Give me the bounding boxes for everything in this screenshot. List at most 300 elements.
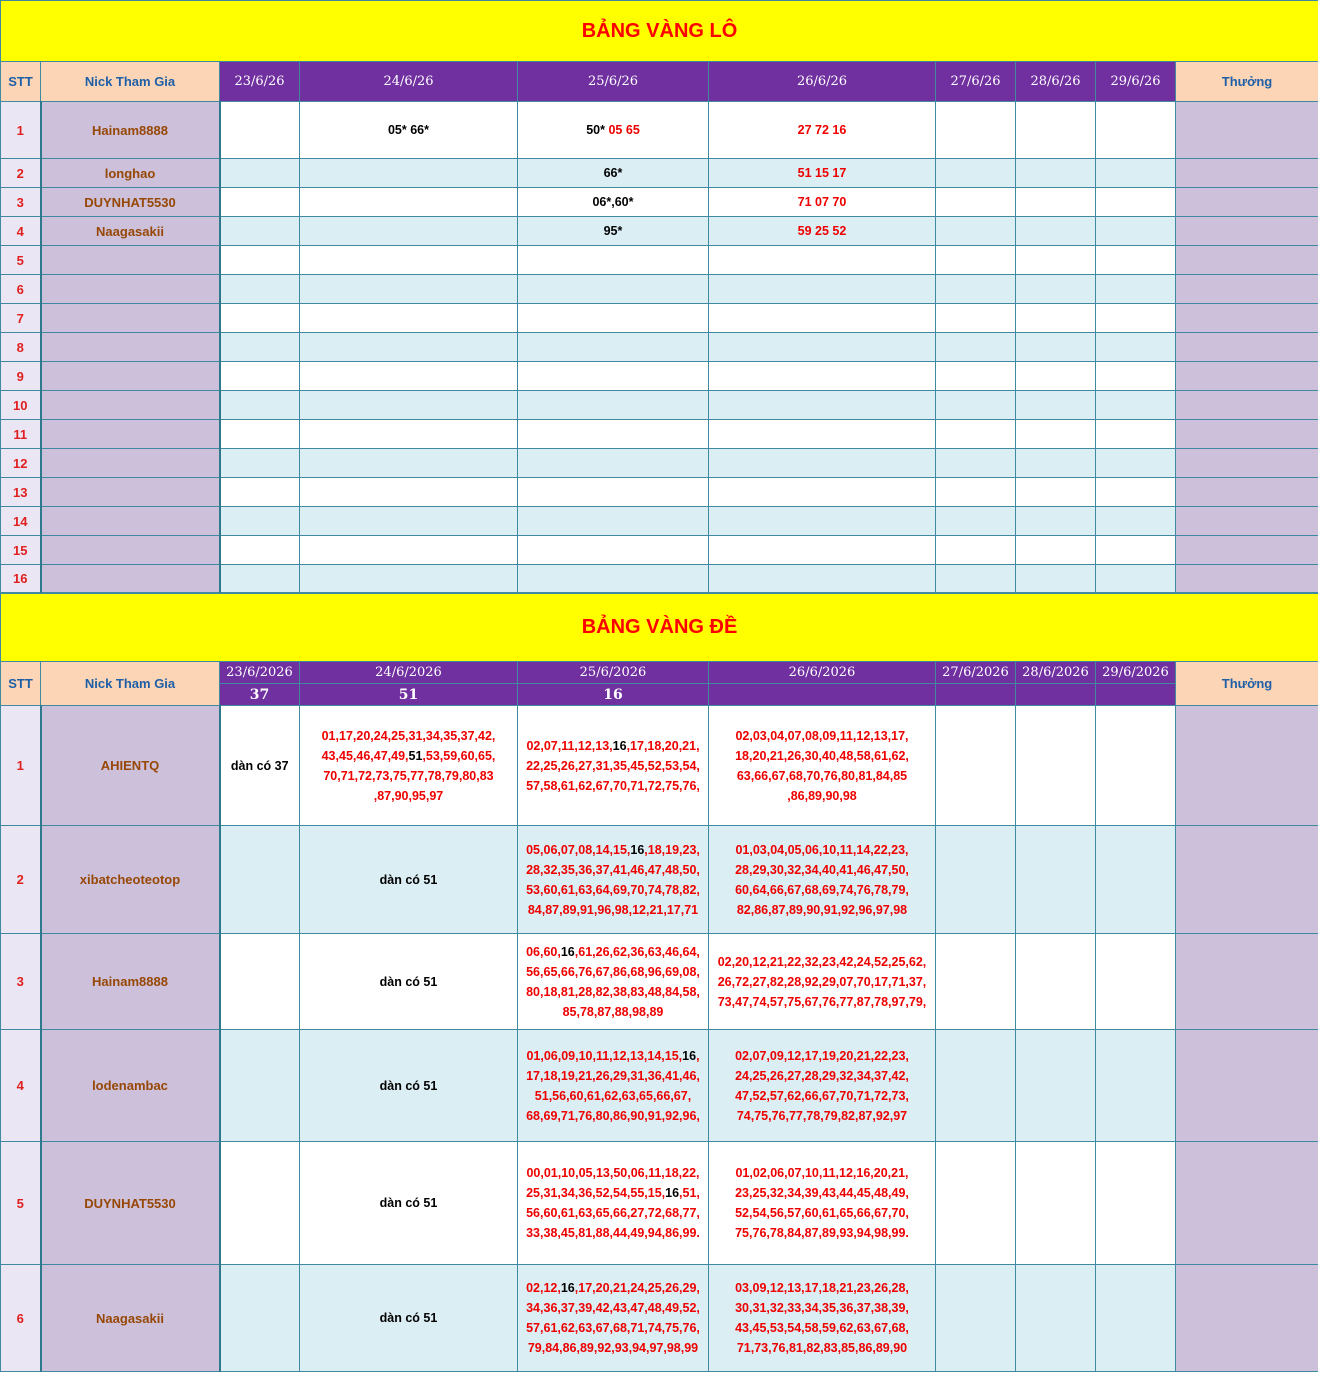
cell-text: 01,17,20,24,25,31,34,35,37,42, 43,45,46,47,49, [321, 728, 496, 763]
nick-name [41, 304, 220, 333]
day-cell [1016, 478, 1096, 507]
day-cell [1096, 565, 1176, 593]
cell-text: ,18,19,23, 28,32,35,36,37,41,46,47,48,50, 53,60,61,63,64,69,70,74,78,82, 84,87,89,91,96,98,12,21,17,71 [526, 842, 700, 917]
day-cell [936, 304, 1016, 333]
table-row [1, 826, 1318, 934]
row-number: 11 [1, 420, 41, 449]
lo-header-date: 29/6/26 [1096, 62, 1176, 102]
cell-text: 05* 66* [387, 123, 429, 137]
day-cell [709, 536, 936, 565]
reward-cell [1176, 449, 1318, 478]
day-cell [220, 934, 300, 1030]
lo-table [0, 0, 1318, 593]
de-result [1016, 684, 1096, 706]
row-number: 1 [1, 102, 41, 159]
cell-text: 02,07,11,12,13, [526, 738, 613, 753]
day-cell [1016, 391, 1096, 420]
day-cell [300, 826, 518, 934]
day-cell [1096, 934, 1176, 1030]
day-cell [518, 507, 709, 536]
day-cell [709, 826, 936, 934]
reward-cell [1176, 391, 1318, 420]
cell-text: 05,06,07,08,14,15, [526, 842, 631, 857]
day-cell [936, 1265, 1016, 1372]
day-cell [300, 934, 518, 1030]
cell-text: 16 [630, 842, 645, 857]
day-cell [518, 1030, 709, 1142]
reward-cell [1176, 217, 1318, 246]
cell-text: 16 [612, 738, 627, 753]
day-cell [1096, 449, 1176, 478]
reward-cell [1176, 304, 1318, 333]
nick-name [41, 362, 220, 391]
day-cell [1016, 275, 1096, 304]
day-cell [518, 333, 709, 362]
day-cell [518, 159, 709, 188]
day-cell [1096, 217, 1176, 246]
row-number: 12 [1, 449, 41, 478]
day-cell [1016, 536, 1096, 565]
lo-header-thuong: Thưởng [1176, 62, 1318, 102]
reward-cell [1176, 275, 1318, 304]
day-cell [1096, 159, 1176, 188]
reward-cell [1176, 1030, 1318, 1142]
cell-text: 16 [560, 1281, 575, 1295]
cell-text: ,51, 56,60,61,63,65,66,27,72,68,77, 33,38,45,81,88,44,49,94,86,99. [526, 1186, 700, 1240]
day-cell [1016, 362, 1096, 391]
reward-cell [1176, 565, 1318, 593]
nick-name [41, 420, 220, 449]
day-cell [220, 304, 300, 333]
nick-name: longhao [41, 159, 220, 188]
day-cell [300, 362, 518, 391]
nick-name: xibatcheoteotop [41, 826, 220, 934]
reward-cell [1176, 826, 1318, 934]
day-cell [936, 420, 1016, 449]
table-row [1, 246, 1318, 275]
day-cell [1016, 159, 1096, 188]
table-row [1, 706, 1318, 826]
de-header-date: 24/6/2026 [300, 662, 518, 684]
reward-cell [1176, 478, 1318, 507]
lo-title: BẢNG VÀNG LÔ [1, 1, 1318, 62]
day-cell [300, 304, 518, 333]
cell-text: 00,01,10,05,13,50,06,11,18,22, 25,31,34,36,52,54,55,15, [526, 1166, 700, 1200]
day-cell [518, 536, 709, 565]
day-cell [518, 362, 709, 391]
day-cell [220, 362, 300, 391]
row-number: 5 [1, 1142, 41, 1265]
de-header-date: 29/6/2026 [1096, 662, 1176, 684]
day-cell [518, 217, 709, 246]
day-cell [1096, 1265, 1176, 1372]
day-cell [518, 275, 709, 304]
day-cell [220, 565, 300, 593]
day-cell [300, 507, 518, 536]
reward-cell [1176, 362, 1318, 391]
day-cell [518, 420, 709, 449]
day-cell [709, 449, 936, 478]
lo-header-date: 23/6/26 [220, 62, 300, 102]
day-cell [220, 159, 300, 188]
day-cell [936, 706, 1016, 826]
cell-text: 01,02,06,07,10,11,12,16,20,21, 23,25,32,34,39,43,44,45,48,49, 52,54,56,57,60,61,65,66,67,70, 75,76,78,84,87,89,93,94,98,99. [735, 1166, 909, 1240]
de-result: 51 [300, 684, 518, 706]
day-cell [1096, 188, 1176, 217]
reward-cell [1176, 159, 1318, 188]
cell-text: 02,07,09,12,17,19,20,21,22,23, 24,25,26,27,28,29,32,34,37,42, 47,52,57,62,66,67,70,71,72,73, 74,75,76,77,78,79,82,87,92,97 [735, 1048, 909, 1123]
day-cell [300, 565, 518, 593]
reward-cell [1176, 706, 1318, 826]
day-cell [1016, 1265, 1096, 1372]
day-cell [936, 188, 1016, 217]
day-cell [936, 536, 1016, 565]
day-cell [709, 362, 936, 391]
cell-text: 02,20,12,21,22,32,23,42,24,52,25,62, 26,72,27,82,28,92,29,07,70,17,71,37, 73,47,74,57,75,67,76,77,87,78,97,79, [717, 954, 927, 1009]
de-header-date: 26/6/2026 [709, 662, 936, 684]
day-cell [1016, 246, 1096, 275]
de-result [1096, 684, 1176, 706]
day-cell [518, 565, 709, 593]
day-cell [300, 449, 518, 478]
de-header-date: 27/6/2026 [936, 662, 1016, 684]
cell-text: 51 15 17 [797, 166, 847, 180]
day-cell [518, 102, 709, 159]
table-row [1, 1030, 1318, 1142]
cell-text: 95* [603, 224, 623, 238]
de-header-date: 25/6/2026 [518, 662, 709, 684]
table-row [1, 188, 1318, 217]
nick-name: Hainam8888 [41, 934, 220, 1030]
day-cell [936, 333, 1016, 362]
day-cell [300, 333, 518, 362]
day-cell [1096, 706, 1176, 826]
cell-text: 16 [560, 944, 575, 959]
lo-header-date: 24/6/26 [300, 62, 518, 102]
day-cell [1096, 507, 1176, 536]
day-cell [1016, 565, 1096, 593]
day-cell [518, 391, 709, 420]
day-cell [1096, 246, 1176, 275]
cell-text: 01,06,09,10,11,12,13,14,15, [526, 1048, 683, 1063]
cell-text: 01,03,04,05,06,10,11,14,22,23, 28,29,30,32,34,40,41,46,47,50, 60,64,66,67,68,69,74,76,78,79, 82,86,87,89,90,91,92,96,97,98 [735, 842, 909, 917]
row-number: 6 [1, 275, 41, 304]
day-cell [518, 706, 709, 826]
day-cell [1016, 1142, 1096, 1265]
day-cell [518, 478, 709, 507]
reward-cell [1176, 1265, 1318, 1372]
day-cell [220, 1142, 300, 1265]
reward-cell [1176, 246, 1318, 275]
cell-text: 05 65 [608, 123, 640, 137]
reward-cell [1176, 507, 1318, 536]
reward-cell [1176, 934, 1318, 1030]
day-cell [1016, 934, 1096, 1030]
cell-text: 27 72 16 [797, 123, 847, 137]
day-cell [1096, 1142, 1176, 1265]
day-cell [220, 449, 300, 478]
row-number: 14 [1, 507, 41, 536]
day-cell [709, 304, 936, 333]
day-cell [220, 275, 300, 304]
row-number: 3 [1, 934, 41, 1030]
day-cell [1096, 333, 1176, 362]
day-cell [220, 217, 300, 246]
cell-text: ,53,59,60,65, 70,71,72,73,75,77,78,79,80,83 ,87,90,95,97 [323, 748, 496, 803]
day-cell [1096, 536, 1176, 565]
nick-name [41, 536, 220, 565]
day-cell [1016, 449, 1096, 478]
nick-name: Naagasakii [41, 1265, 220, 1372]
de-title: BẢNG VÀNG ĐỀ [1, 594, 1318, 662]
de-result: 37 [220, 684, 300, 706]
day-cell [300, 188, 518, 217]
table-row [1, 449, 1318, 478]
day-cell [220, 246, 300, 275]
day-cell [300, 1265, 518, 1372]
cell-text: ,17,20,21,24,25,26,29, 34,36,37,39,42,43,47,48,49,52, 57,61,62,63,67,68,71,74,75,76, 79,84,86,89,92,93,94,97,98,99 [526, 1281, 700, 1355]
day-cell [1016, 1030, 1096, 1142]
day-cell [936, 934, 1016, 1030]
day-cell [1096, 1030, 1176, 1142]
day-cell [709, 1030, 936, 1142]
day-cell [936, 275, 1016, 304]
day-cell [936, 449, 1016, 478]
day-cell [709, 507, 936, 536]
day-cell [1016, 188, 1096, 217]
day-cell [220, 826, 300, 934]
day-cell [709, 420, 936, 449]
day-cell [709, 934, 936, 1030]
day-cell [936, 1142, 1016, 1265]
de-table [0, 593, 1318, 1372]
table-row [1, 420, 1318, 449]
de-header-nick: Nick Tham Gia [41, 662, 220, 706]
row-number: 7 [1, 304, 41, 333]
row-number: 1 [1, 706, 41, 826]
day-cell [220, 507, 300, 536]
day-cell [1096, 362, 1176, 391]
day-cell [300, 246, 518, 275]
day-cell [220, 1030, 300, 1142]
day-cell [300, 102, 518, 159]
day-cell [300, 275, 518, 304]
day-cell [1016, 333, 1096, 362]
cell-text: 59 25 52 [797, 224, 847, 238]
table-row [1, 536, 1318, 565]
cell-text: dàn có 51 [379, 1078, 438, 1093]
row-number: 13 [1, 478, 41, 507]
day-cell [1096, 102, 1176, 159]
day-cell [300, 1030, 518, 1142]
table-row [1, 102, 1318, 159]
day-cell [220, 420, 300, 449]
day-cell [709, 478, 936, 507]
day-cell [220, 333, 300, 362]
day-cell [936, 217, 1016, 246]
day-cell [936, 1030, 1016, 1142]
lo-header-date: 26/6/26 [709, 62, 936, 102]
day-cell [300, 536, 518, 565]
day-cell [709, 1265, 936, 1372]
cell-text: 03,09,12,13,17,18,21,23,26,28, 30,31,32,33,34,35,36,37,38,39, 43,45,53,54,58,59,62,63,67,68, 71,73,76,81,82,83,85,86,89,90 [735, 1281, 909, 1355]
cell-text: , 17,18,19,21,26,29,31,36,41,46, 51,56,60,61,62,63,65,66,67, 68,69,71,76,80,86,90,91,92,96, [526, 1048, 700, 1123]
row-number: 15 [1, 536, 41, 565]
day-cell [518, 246, 709, 275]
day-cell [518, 188, 709, 217]
table-row [1, 391, 1318, 420]
cell-text: dàn có 51 [379, 872, 438, 887]
reward-cell [1176, 536, 1318, 565]
de-header-thuong: Thưởng [1176, 662, 1318, 706]
day-cell [1096, 420, 1176, 449]
row-number: 16 [1, 565, 41, 593]
day-cell [220, 536, 300, 565]
day-cell [1016, 102, 1096, 159]
day-cell [1096, 275, 1176, 304]
reward-cell [1176, 333, 1318, 362]
day-cell [709, 1142, 936, 1265]
day-cell [1096, 391, 1176, 420]
nick-name: AHIENTQ [41, 706, 220, 826]
day-cell [518, 1142, 709, 1265]
cell-text: 06,60, [526, 944, 561, 959]
day-cell [936, 246, 1016, 275]
day-cell [709, 102, 936, 159]
day-cell [220, 706, 300, 826]
nick-name [41, 246, 220, 275]
cell-text: 71 07 70 [797, 195, 847, 209]
day-cell [1016, 420, 1096, 449]
day-cell [936, 565, 1016, 593]
reward-cell [1176, 102, 1318, 159]
cell-text: 51 [408, 748, 423, 763]
lo-header-stt: STT [1, 62, 41, 102]
cell-text: ,17,18,20,21, 22,25,26,27,31,35,45,52,53,54, 57,58,61,62,67,70,71,72,75,76, [526, 738, 700, 793]
day-cell [220, 188, 300, 217]
nick-name: Naagasakii [41, 217, 220, 246]
table-row [1, 217, 1318, 246]
nick-name: Hainam8888 [41, 102, 220, 159]
day-cell [1096, 478, 1176, 507]
day-cell [1096, 826, 1176, 934]
day-cell [220, 391, 300, 420]
reward-cell [1176, 1142, 1318, 1265]
table-row [1, 478, 1318, 507]
table-row [1, 159, 1318, 188]
day-cell [300, 706, 518, 826]
day-cell [1016, 304, 1096, 333]
table-row [1, 304, 1318, 333]
nick-name [41, 565, 220, 593]
day-cell [936, 391, 1016, 420]
row-number: 2 [1, 159, 41, 188]
day-cell [300, 420, 518, 449]
nick-name [41, 449, 220, 478]
row-number: 9 [1, 362, 41, 391]
nick-name: lodenambac [41, 1030, 220, 1142]
row-number: 3 [1, 188, 41, 217]
lo-header-nick: Nick Tham Gia [41, 62, 220, 102]
day-cell [518, 1265, 709, 1372]
day-cell [300, 159, 518, 188]
de-result: 16 [518, 684, 709, 706]
row-number: 6 [1, 1265, 41, 1372]
table-row [1, 1142, 1318, 1265]
lo-header-date: 27/6/26 [936, 62, 1016, 102]
cell-text: 06*,60* [592, 195, 634, 209]
de-header-date: 23/6/2026 [220, 662, 300, 684]
day-cell [1016, 507, 1096, 536]
cell-text: dàn có 51 [379, 1196, 438, 1210]
day-cell [220, 478, 300, 507]
day-cell [936, 478, 1016, 507]
lo-header-date: 28/6/26 [1016, 62, 1096, 102]
day-cell [709, 246, 936, 275]
table-row [1, 507, 1318, 536]
day-cell [300, 478, 518, 507]
cell-text: 50* [586, 123, 609, 137]
day-cell [936, 507, 1016, 536]
day-cell [220, 1265, 300, 1372]
day-cell [709, 275, 936, 304]
cell-text: dàn có 51 [379, 974, 438, 989]
day-cell [220, 102, 300, 159]
table-row [1, 1265, 1318, 1372]
de-result [709, 684, 936, 706]
cell-text: 16 [682, 1048, 697, 1063]
day-cell [518, 449, 709, 478]
nick-name [41, 478, 220, 507]
nick-name: DUYNHAT5530 [41, 1142, 220, 1265]
day-cell [300, 217, 518, 246]
day-cell [1016, 826, 1096, 934]
day-cell [936, 159, 1016, 188]
table-row [1, 934, 1318, 1030]
day-cell [1016, 217, 1096, 246]
day-cell [936, 826, 1016, 934]
day-cell [300, 391, 518, 420]
cell-text: dàn có 37 [230, 758, 289, 773]
nick-name [41, 333, 220, 362]
cell-text: 66* [603, 166, 623, 180]
cell-text: 02,12, [526, 1281, 561, 1295]
day-cell [936, 102, 1016, 159]
table-row [1, 275, 1318, 304]
day-cell [709, 333, 936, 362]
cell-text: ,61,26,62,36,63,46,64, 56,65,66,76,67,86,68,96,69,08, 80,18,81,28,82,38,83,48,84,58, 85,78,87,88,98,89 [526, 944, 700, 1019]
reward-cell [1176, 420, 1318, 449]
reward-cell [1176, 188, 1318, 217]
day-cell [709, 217, 936, 246]
lo-header-date: 25/6/26 [518, 62, 709, 102]
row-number: 4 [1, 1030, 41, 1142]
day-cell [300, 1142, 518, 1265]
nick-name [41, 275, 220, 304]
day-cell [1016, 706, 1096, 826]
day-cell [709, 391, 936, 420]
day-cell [936, 362, 1016, 391]
nick-name: DUYNHAT5530 [41, 188, 220, 217]
cell-text: 16 [665, 1186, 680, 1200]
row-number: 2 [1, 826, 41, 934]
day-cell [1096, 304, 1176, 333]
day-cell [518, 934, 709, 1030]
nick-name [41, 507, 220, 536]
table-row [1, 362, 1318, 391]
cell-text: dàn có 51 [379, 1311, 438, 1325]
nick-name [41, 391, 220, 420]
